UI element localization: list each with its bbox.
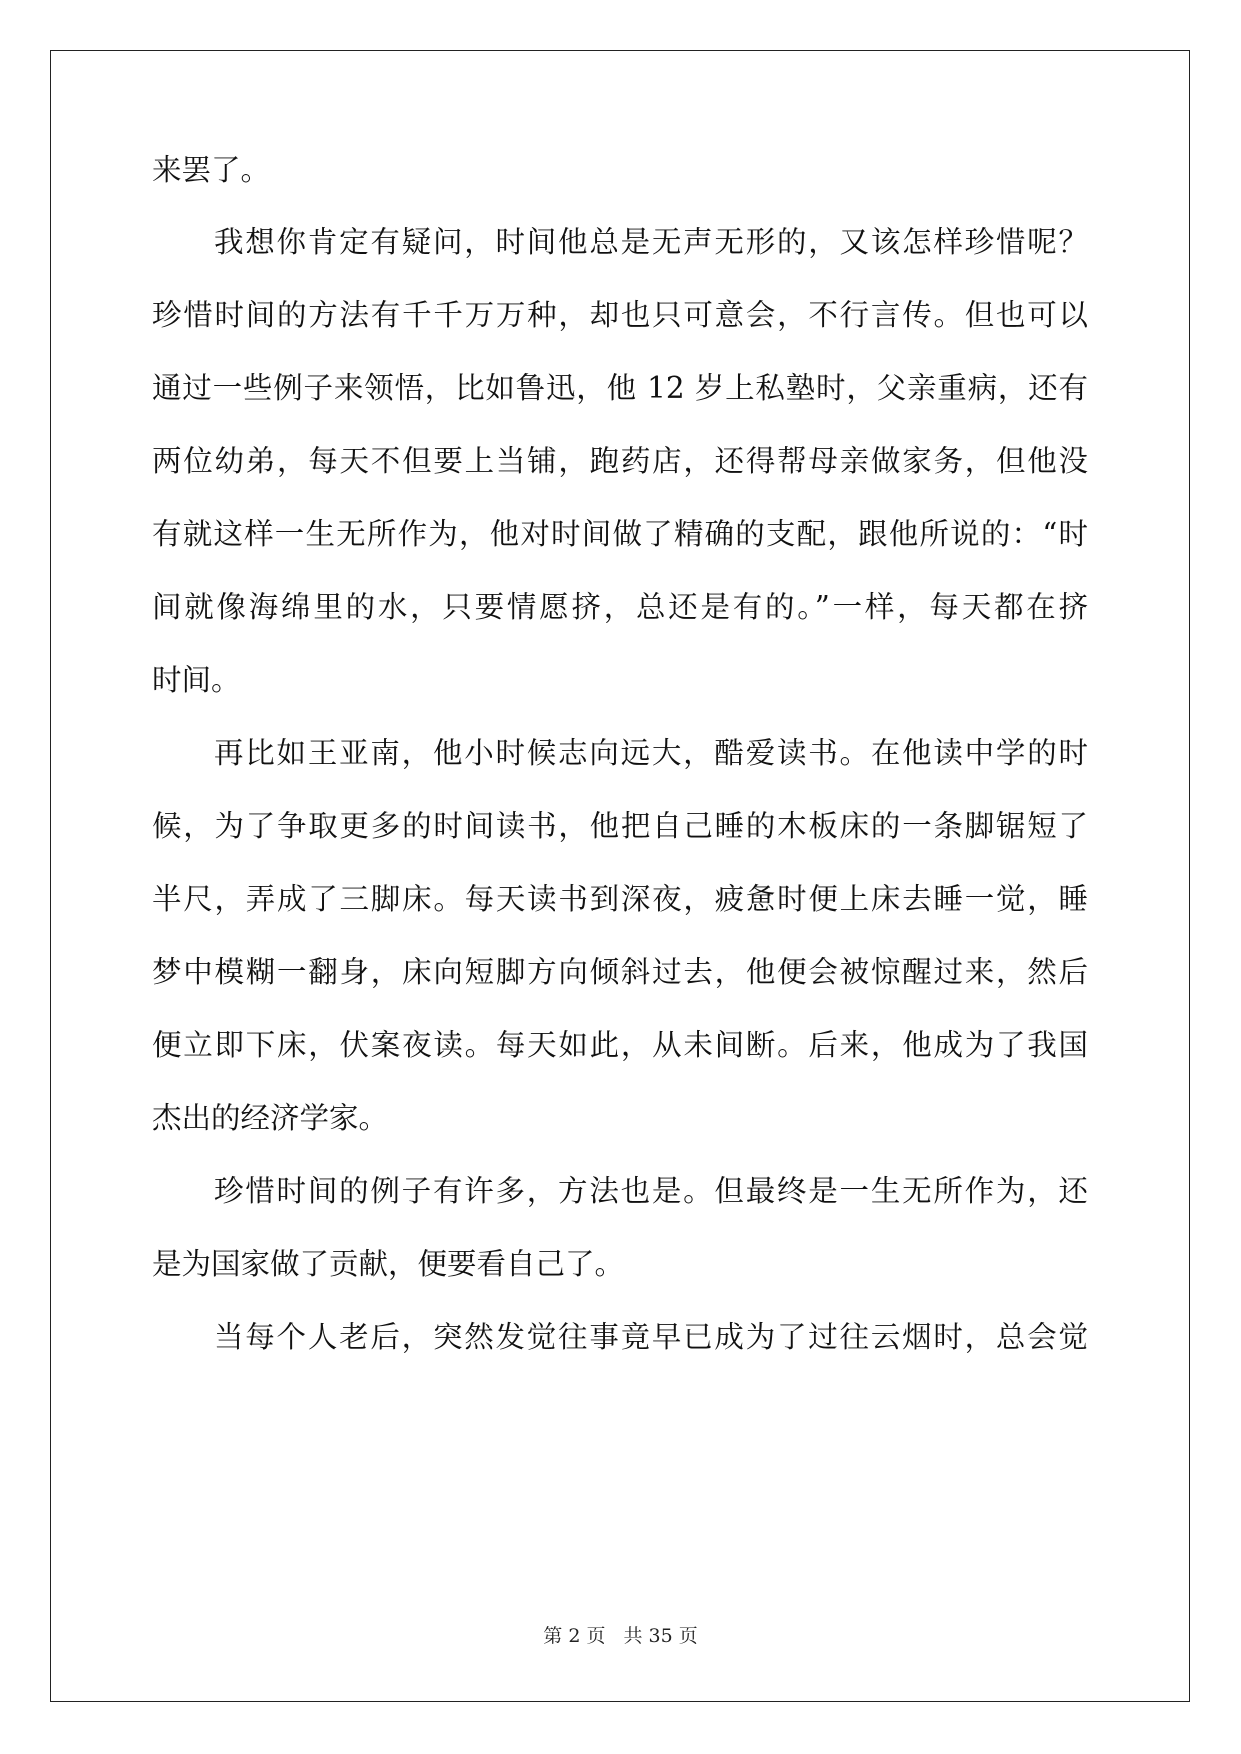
- text-line: 是为国家做了贡献，便要看自己了。: [152, 1247, 625, 1281]
- paragraph-start-line: 我想你肯定有疑问，时间他总是无声无形的，又该怎样珍惜呢？: [214, 225, 1088, 259]
- paragraph-start-line: 珍惜时间的例子有许多，方法也是。但最终是一生无所作为，还: [214, 1174, 1088, 1208]
- page-footer: [0, 1624, 1241, 1648]
- text-line: 间就像海绵里的水，只要情愿挤，总还是有的。”一样，每天都在挤: [152, 590, 1088, 624]
- text-line: 候，为了争取更多的时间读书，他把自己睡的木板床的一条脚锯短了: [152, 809, 1088, 843]
- page-number: 第 2 页: [543, 1625, 606, 1647]
- paragraph-start-line: 再比如王亚南，他小时候志向远大，酷爱读书。在他读中学的时: [214, 736, 1088, 770]
- text-line: 便立即下床，伏案夜读。每天如此，从未间断。后来，他成为了我国: [152, 1028, 1088, 1062]
- text-line: 通过一些例子来领悟，比如鲁迅，他 12 岁上私塾时，父亲重病，还有: [152, 371, 1088, 405]
- paragraph-start-line: 当每个人老后，突然发觉往事竟早已成为了过往云烟时，总会觉: [214, 1320, 1088, 1354]
- page-total: 共 35 页: [623, 1625, 698, 1647]
- text-line: 半尺，弄成了三脚床。每天读书到深夜，疲惫时便上床去睡一觉，睡: [152, 882, 1088, 916]
- text-line: 梦中模糊一翻身，床向短脚方向倾斜过去，他便会被惊醒过来，然后: [152, 955, 1088, 989]
- text-line: 珍惜时间的方法有千千万万种，却也只可意会，不行言传。但也可以: [152, 298, 1088, 332]
- text-line: 杰出的经济学家。: [152, 1101, 389, 1135]
- text-line: 有就这样一生无所作为，他对时间做了精确的支配，跟他所说的：“时: [152, 517, 1088, 551]
- text-line: 时间。: [152, 663, 241, 697]
- text-line: 来罢了。: [152, 153, 271, 187]
- text-line: 两位幼弟，每天不但要上当铺，跑药店，还得帮母亲做家务，但他没: [152, 444, 1088, 478]
